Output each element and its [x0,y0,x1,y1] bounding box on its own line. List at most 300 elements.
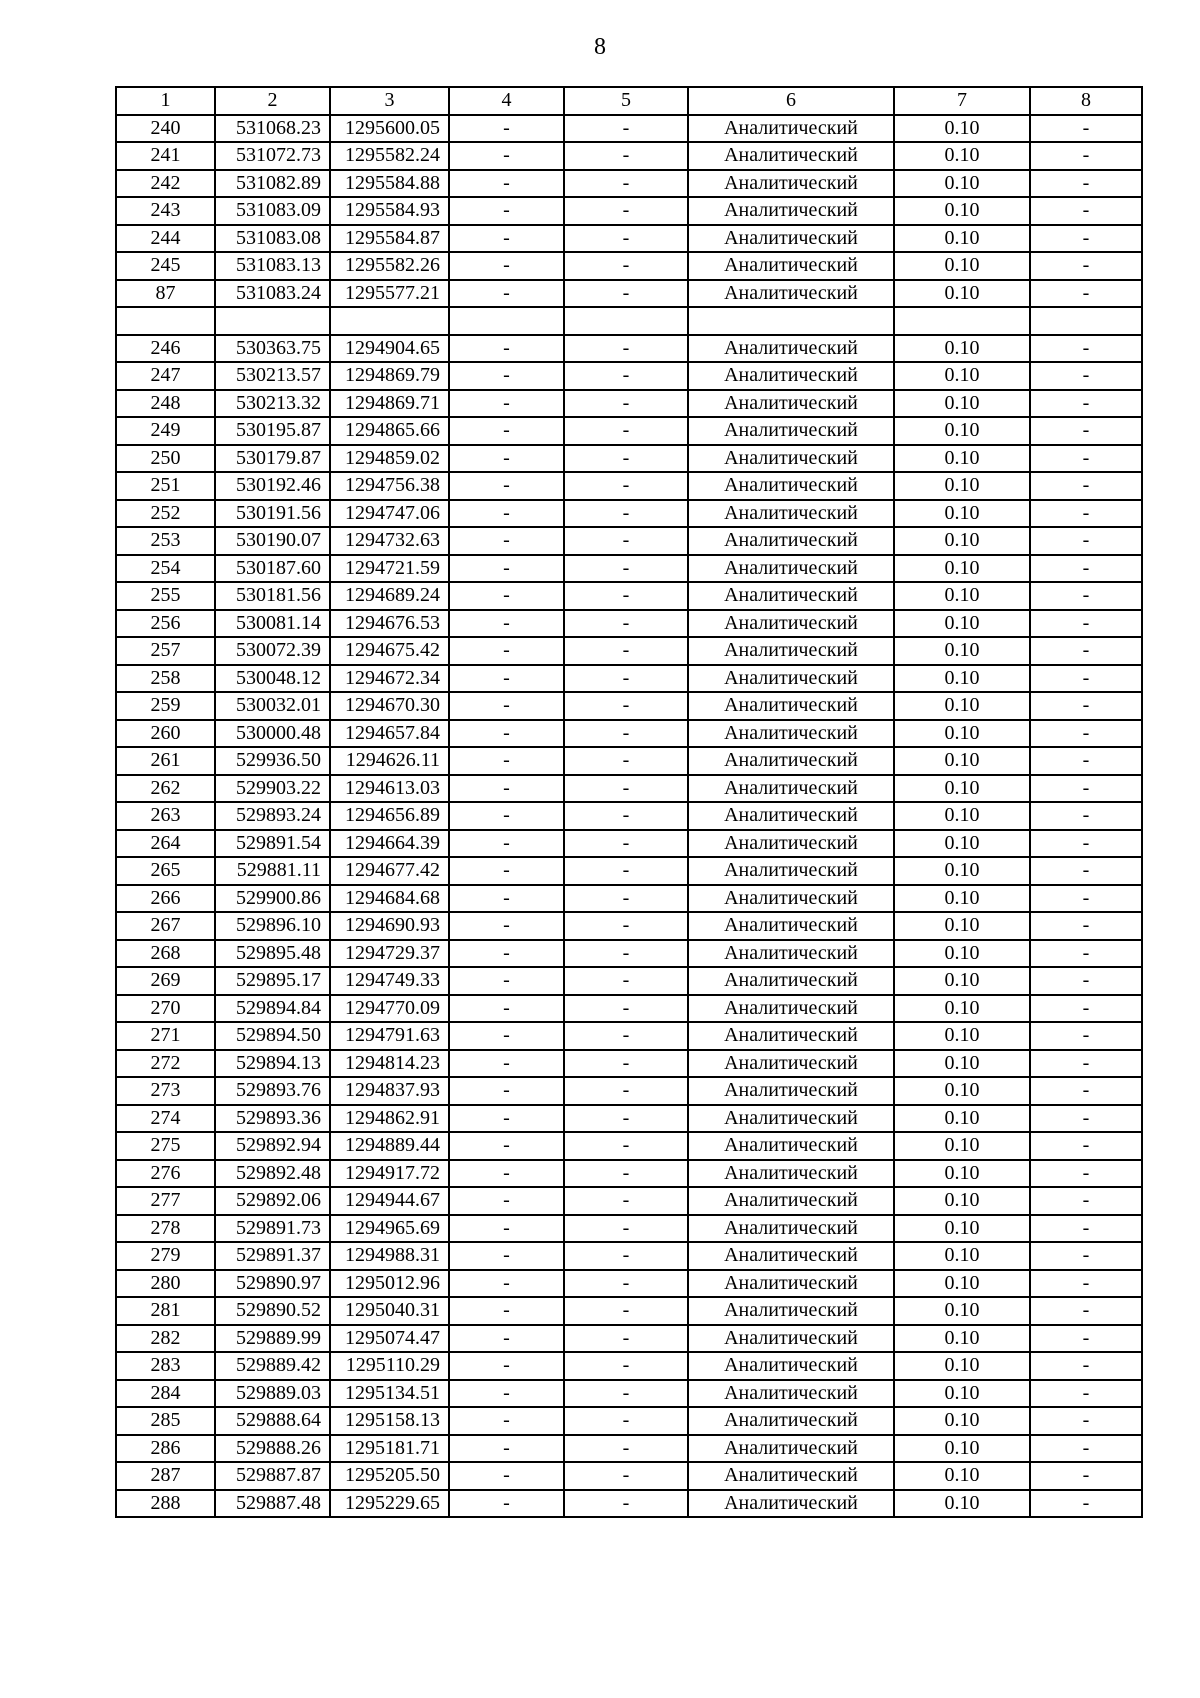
accuracy-cell: 0.10 [894,527,1030,555]
col4-cell: - [449,280,564,308]
point-number-cell [116,307,215,335]
x-coordinate-cell: 530181.56 [215,582,330,610]
table-row [116,637,1142,665]
col4-cell: - [449,720,564,748]
col8-cell: - [1030,555,1142,583]
method-cell: Аналитический [688,1050,894,1078]
table-row [116,1187,1142,1215]
col4-cell: - [449,912,564,940]
table-row [116,1022,1142,1050]
y-coordinate-cell: 1294656.89 [330,802,449,830]
point-number-cell: 264 [116,830,215,858]
x-coordinate-cell: 530000.48 [215,720,330,748]
method-cell: Аналитический [688,252,894,280]
col8-cell: - [1030,527,1142,555]
x-coordinate-cell: 529893.76 [215,1077,330,1105]
method-cell: Аналитический [688,967,894,995]
x-coordinate-cell: 530213.57 [215,362,330,390]
method-cell: Аналитический [688,775,894,803]
method-cell: Аналитический [688,747,894,775]
x-coordinate-cell: 529903.22 [215,775,330,803]
table-row [116,995,1142,1023]
accuracy-cell: 0.10 [894,142,1030,170]
point-number-cell: 279 [116,1242,215,1270]
table-row [116,885,1142,913]
method-cell: Аналитический [688,1297,894,1325]
col4-cell: - [449,225,564,253]
col4-cell: - [449,1490,564,1518]
accuracy-cell: 0.10 [894,857,1030,885]
col5-cell: - [564,802,688,830]
header-cell: 4 [449,87,564,115]
point-number-cell: 248 [116,390,215,418]
col4-cell: - [449,582,564,610]
point-number-cell: 252 [116,500,215,528]
header-cell: 6 [688,87,894,115]
method-cell: Аналитический [688,1270,894,1298]
y-coordinate-cell: 1295134.51 [330,1380,449,1408]
x-coordinate-cell: 530213.32 [215,390,330,418]
col8-cell: - [1030,692,1142,720]
method-cell: Аналитический [688,142,894,170]
col4-cell: - [449,1050,564,1078]
col8-cell: - [1030,802,1142,830]
accuracy-cell: 0.10 [894,1105,1030,1133]
accuracy-cell: 0.10 [894,1462,1030,1490]
col8-cell: - [1030,1132,1142,1160]
col4-cell: - [449,335,564,363]
header-cell: 1 [116,87,215,115]
accuracy-cell: 0.10 [894,1325,1030,1353]
col5-cell: - [564,142,688,170]
point-number-cell: 282 [116,1325,215,1353]
accuracy-cell: 0.10 [894,1242,1030,1270]
col8-cell: - [1030,335,1142,363]
point-number-cell: 267 [116,912,215,940]
x-coordinate-cell: 531083.08 [215,225,330,253]
col4-cell: - [449,610,564,638]
col4-cell: - [449,1105,564,1133]
accuracy-cell: 0.10 [894,665,1030,693]
x-coordinate-cell: 529893.24 [215,802,330,830]
col5-cell: - [564,1105,688,1133]
table-row [116,1132,1142,1160]
col5-cell: - [564,527,688,555]
table-row [116,197,1142,225]
col5-cell: - [564,445,688,473]
col5-cell: - [564,1380,688,1408]
accuracy-cell: 0.10 [894,1132,1030,1160]
col4-cell: - [449,830,564,858]
x-coordinate-cell: 530179.87 [215,445,330,473]
col5-cell: - [564,197,688,225]
table-row [116,307,1142,335]
col8-cell: - [1030,857,1142,885]
point-number-cell: 251 [116,472,215,500]
table-row [116,1242,1142,1270]
accuracy-cell: 0.10 [894,555,1030,583]
col4-cell: - [449,995,564,1023]
col8-cell: - [1030,472,1142,500]
col5-cell: - [564,170,688,198]
method-cell: Аналитический [688,500,894,528]
table-row [116,1490,1142,1518]
x-coordinate-cell: 529889.42 [215,1352,330,1380]
table-row [116,362,1142,390]
point-number-cell: 242 [116,170,215,198]
col8-cell: - [1030,1297,1142,1325]
x-coordinate-cell: 529894.50 [215,1022,330,1050]
accuracy-cell: 0.10 [894,637,1030,665]
table-row [116,967,1142,995]
table-row [116,830,1142,858]
point-number-cell: 243 [116,197,215,225]
col8-cell: - [1030,747,1142,775]
table-row [116,1435,1142,1463]
col4-cell: - [449,555,564,583]
method-cell: Аналитический [688,665,894,693]
accuracy-cell: 0.10 [894,940,1030,968]
point-number-cell: 256 [116,610,215,638]
col8-cell: - [1030,912,1142,940]
y-coordinate-cell: 1294965.69 [330,1215,449,1243]
point-number-cell: 241 [116,142,215,170]
col8-cell: - [1030,1270,1142,1298]
col4-cell: - [449,1325,564,1353]
x-coordinate-cell: 531083.13 [215,252,330,280]
table-row [116,1050,1142,1078]
accuracy-cell: 0.10 [894,362,1030,390]
point-number-cell: 260 [116,720,215,748]
accuracy-cell: 0.10 [894,1435,1030,1463]
method-cell: Аналитический [688,1407,894,1435]
accuracy-cell: 0.10 [894,1297,1030,1325]
method-cell: Аналитический [688,362,894,390]
col8-cell: - [1030,445,1142,473]
table-row [116,1325,1142,1353]
y-coordinate-cell: 1294721.59 [330,555,449,583]
table-row [116,1270,1142,1298]
x-coordinate-cell: 530191.56 [215,500,330,528]
col5-cell: - [564,692,688,720]
y-coordinate-cell: 1295584.88 [330,170,449,198]
method-cell: Аналитический [688,1022,894,1050]
col4-cell: - [449,527,564,555]
x-coordinate-cell: 531082.89 [215,170,330,198]
col4-cell: - [449,692,564,720]
y-coordinate-cell: 1294904.65 [330,335,449,363]
col4-cell: - [449,1160,564,1188]
accuracy-cell: 0.10 [894,692,1030,720]
col5-cell: - [564,775,688,803]
accuracy-cell: 0.10 [894,967,1030,995]
y-coordinate-cell: 1294756.38 [330,472,449,500]
accuracy-cell: 0.10 [894,335,1030,363]
col5-cell: - [564,967,688,995]
col5-cell: - [564,610,688,638]
col4-cell: - [449,967,564,995]
point-number-cell: 269 [116,967,215,995]
x-coordinate-cell: 531083.09 [215,197,330,225]
col8-cell: - [1030,582,1142,610]
table-row [116,1462,1142,1490]
col8-cell: - [1030,1380,1142,1408]
y-coordinate-cell: 1294676.53 [330,610,449,638]
x-coordinate-cell: 530072.39 [215,637,330,665]
method-cell: Аналитический [688,115,894,143]
col5-cell: - [564,1022,688,1050]
col8-cell: - [1030,1050,1142,1078]
x-coordinate-cell: 531083.24 [215,280,330,308]
table-row [116,142,1142,170]
col8-cell: - [1030,197,1142,225]
col5-cell: - [564,1270,688,1298]
header-cell: 7 [894,87,1030,115]
page-number: 8 [594,34,606,60]
accuracy-cell: 0.10 [894,225,1030,253]
x-coordinate-cell: 529894.84 [215,995,330,1023]
y-coordinate-cell: 1294889.44 [330,1132,449,1160]
point-number-cell: 276 [116,1160,215,1188]
col4-cell: - [449,637,564,665]
point-number-cell: 274 [116,1105,215,1133]
table-row [116,802,1142,830]
col5-cell: - [564,1215,688,1243]
method-cell: Аналитический [688,335,894,363]
point-number-cell: 244 [116,225,215,253]
method-cell: Аналитический [688,1462,894,1490]
accuracy-cell: 0.10 [894,1050,1030,1078]
col4-cell: - [449,857,564,885]
point-number-cell: 249 [116,417,215,445]
col4-cell: - [449,197,564,225]
table-row [116,940,1142,968]
table-row [116,1215,1142,1243]
col8-cell: - [1030,1160,1142,1188]
accuracy-cell: 0.10 [894,115,1030,143]
method-cell: Аналитический [688,1077,894,1105]
accuracy-cell: 0.10 [894,197,1030,225]
col8-cell: - [1030,1490,1142,1518]
col4-cell: - [449,142,564,170]
col8-cell: - [1030,142,1142,170]
table-row [116,555,1142,583]
y-coordinate-cell: 1294944.67 [330,1187,449,1215]
method-cell: Аналитический [688,720,894,748]
col4-cell: - [449,362,564,390]
col4-cell: - [449,500,564,528]
accuracy-cell: 0.10 [894,252,1030,280]
col5-cell: - [564,225,688,253]
col8-cell: - [1030,500,1142,528]
point-number-cell: 261 [116,747,215,775]
col5-cell: - [564,1435,688,1463]
method-cell: Аналитический [688,1325,894,1353]
y-coordinate-cell: 1294689.24 [330,582,449,610]
x-coordinate-cell: 529889.03 [215,1380,330,1408]
point-number-cell: 246 [116,335,215,363]
col8-cell: - [1030,1325,1142,1353]
point-number-cell: 263 [116,802,215,830]
method-cell: Аналитический [688,170,894,198]
col5-cell: - [564,720,688,748]
x-coordinate-cell: 530032.01 [215,692,330,720]
col4-cell: - [449,1077,564,1105]
method-cell [688,307,894,335]
accuracy-cell: 0.10 [894,170,1030,198]
x-coordinate-cell: 529891.54 [215,830,330,858]
table-row [116,390,1142,418]
table-row [116,500,1142,528]
x-coordinate-cell: 531072.73 [215,142,330,170]
col5-cell: - [564,1187,688,1215]
point-number-cell: 265 [116,857,215,885]
col4-cell [449,307,564,335]
table-row [116,692,1142,720]
point-number-cell: 245 [116,252,215,280]
method-cell: Аналитический [688,1352,894,1380]
accuracy-cell: 0.10 [894,1160,1030,1188]
col4-cell: - [449,1380,564,1408]
x-coordinate-cell: 529896.10 [215,912,330,940]
y-coordinate-cell: 1295158.13 [330,1407,449,1435]
x-coordinate-cell: 529887.48 [215,1490,330,1518]
method-cell: Аналитический [688,1215,894,1243]
col5-cell: - [564,1297,688,1325]
col8-cell: - [1030,995,1142,1023]
point-number-cell: 277 [116,1187,215,1215]
col8-cell: - [1030,1077,1142,1105]
col5-cell: - [564,335,688,363]
col5-cell: - [564,637,688,665]
x-coordinate-cell: 530048.12 [215,665,330,693]
method-cell: Аналитический [688,417,894,445]
y-coordinate-cell: 1294677.42 [330,857,449,885]
col4-cell: - [449,1242,564,1270]
col5-cell: - [564,390,688,418]
y-coordinate-cell: 1294747.06 [330,500,449,528]
method-cell: Аналитический [688,225,894,253]
col4-cell: - [449,1215,564,1243]
col4-cell: - [449,775,564,803]
y-coordinate-cell: 1295040.31 [330,1297,449,1325]
x-coordinate-cell: 530363.75 [215,335,330,363]
point-number-cell: 278 [116,1215,215,1243]
col5-cell: - [564,1325,688,1353]
method-cell: Аналитический [688,857,894,885]
col5-cell: - [564,995,688,1023]
point-number-cell: 281 [116,1297,215,1325]
col8-cell: - [1030,830,1142,858]
y-coordinate-cell: 1294626.11 [330,747,449,775]
col8-cell: - [1030,775,1142,803]
col5-cell: - [564,912,688,940]
col4-cell: - [449,170,564,198]
header-cell: 2 [215,87,330,115]
col5-cell: - [564,582,688,610]
header-cell: 5 [564,87,688,115]
method-cell: Аналитический [688,1242,894,1270]
col8-cell: - [1030,1462,1142,1490]
point-number-cell: 257 [116,637,215,665]
col4-cell: - [449,1132,564,1160]
table-row [116,857,1142,885]
col5-cell: - [564,115,688,143]
col5-cell: - [564,1132,688,1160]
y-coordinate-cell: 1294749.33 [330,967,449,995]
y-coordinate-cell: 1294791.63 [330,1022,449,1050]
col5-cell: - [564,1160,688,1188]
col8-cell: - [1030,1242,1142,1270]
col8-cell: - [1030,637,1142,665]
accuracy-cell: 0.10 [894,582,1030,610]
method-cell: Аналитический [688,445,894,473]
coordinates-table [115,86,1143,1518]
col8-cell: - [1030,1435,1142,1463]
col5-cell: - [564,857,688,885]
col8-cell: - [1030,1407,1142,1435]
col5-cell: - [564,885,688,913]
y-coordinate-cell: 1295181.71 [330,1435,449,1463]
method-cell: Аналитический [688,830,894,858]
col5-cell: - [564,1352,688,1380]
accuracy-cell: 0.10 [894,1215,1030,1243]
y-coordinate-cell: 1295110.29 [330,1352,449,1380]
col4-cell: - [449,802,564,830]
col5-cell: - [564,1242,688,1270]
col4-cell: - [449,1407,564,1435]
point-number-cell: 87 [116,280,215,308]
y-coordinate-cell: 1294732.63 [330,527,449,555]
x-coordinate-cell: 529890.97 [215,1270,330,1298]
col4-cell: - [449,1462,564,1490]
accuracy-cell: 0.10 [894,1490,1030,1518]
x-coordinate-cell: 529881.11 [215,857,330,885]
col4-cell: - [449,115,564,143]
point-number-cell: 254 [116,555,215,583]
x-coordinate-cell: 529900.86 [215,885,330,913]
method-cell: Аналитический [688,472,894,500]
y-coordinate-cell: 1295229.65 [330,1490,449,1518]
y-coordinate-cell: 1294675.42 [330,637,449,665]
y-coordinate-cell: 1294862.91 [330,1105,449,1133]
table-row [116,1105,1142,1133]
accuracy-cell: 0.10 [894,1407,1030,1435]
point-number-cell: 271 [116,1022,215,1050]
x-coordinate-cell: 531068.23 [215,115,330,143]
accuracy-cell: 0.10 [894,500,1030,528]
method-cell: Аналитический [688,280,894,308]
point-number-cell: 270 [116,995,215,1023]
x-coordinate-cell [215,307,330,335]
table-row [116,472,1142,500]
col8-cell [1030,307,1142,335]
col4-cell: - [449,1187,564,1215]
x-coordinate-cell: 530190.07 [215,527,330,555]
y-coordinate-cell: 1294770.09 [330,995,449,1023]
col8-cell: - [1030,280,1142,308]
method-cell: Аналитический [688,1490,894,1518]
col5-cell: - [564,1490,688,1518]
table-row [116,665,1142,693]
method-cell: Аналитический [688,1132,894,1160]
x-coordinate-cell: 529893.36 [215,1105,330,1133]
y-coordinate-cell: 1295584.93 [330,197,449,225]
method-cell: Аналитический [688,527,894,555]
table-header-row [116,87,1142,115]
x-coordinate-cell: 529888.26 [215,1435,330,1463]
y-coordinate-cell: 1295012.96 [330,1270,449,1298]
